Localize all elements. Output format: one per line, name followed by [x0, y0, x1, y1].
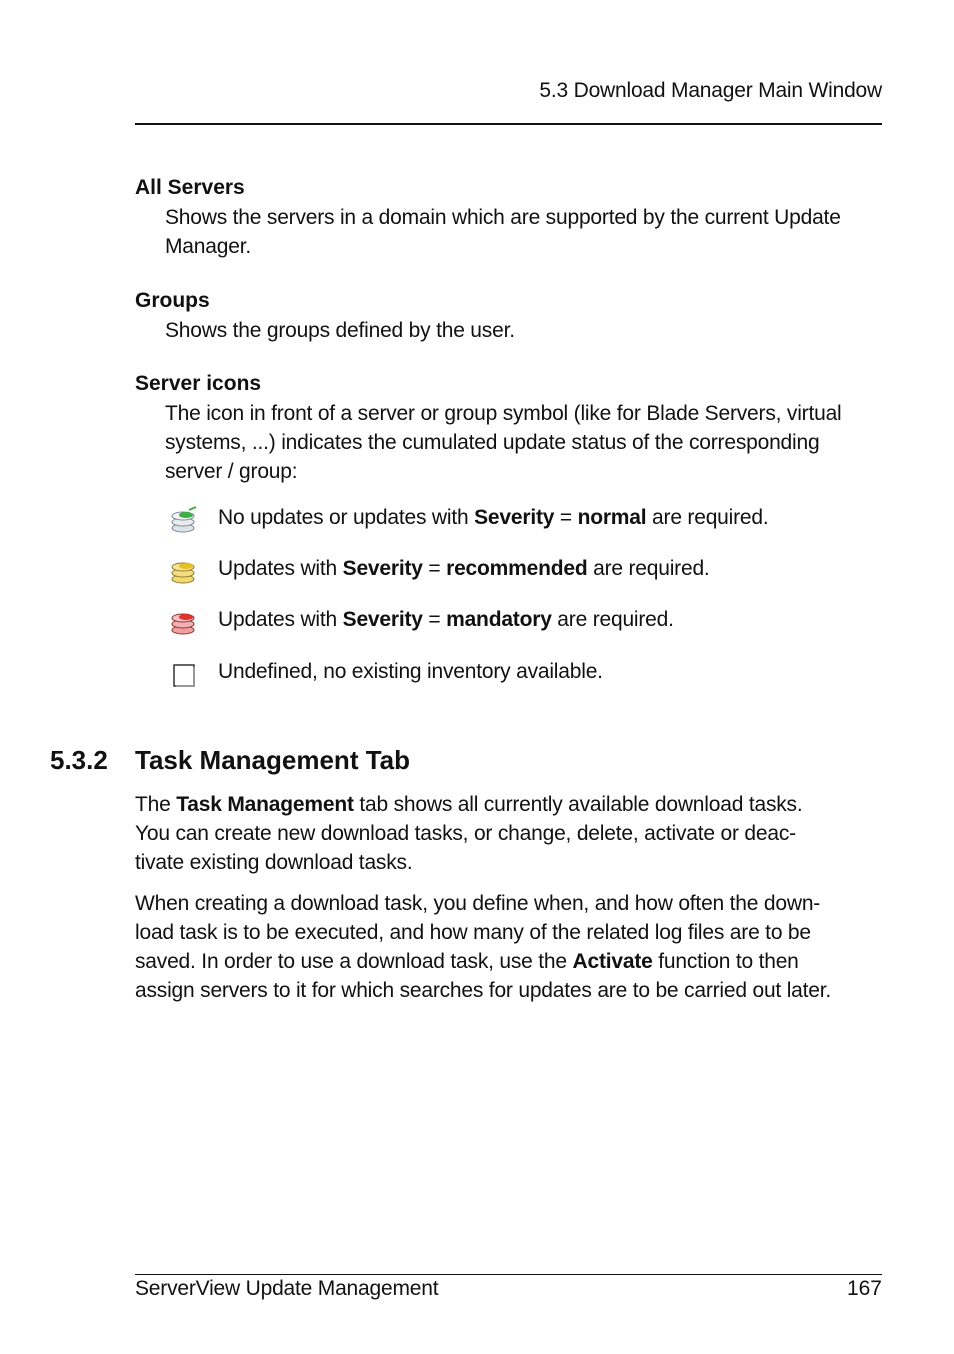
text-part: Updates with	[218, 608, 343, 631]
server-stack-red-icon	[170, 608, 198, 636]
text-part: No updates or updates with	[218, 506, 475, 529]
running-header: 5.3 Download Manager Main Window	[539, 79, 882, 102]
text-bold: Severity	[474, 506, 555, 529]
icon-row-text	[218, 557, 710, 581]
text-part: The	[135, 793, 177, 816]
paragraph-1	[135, 790, 885, 877]
header-rule	[135, 123, 882, 125]
icon-row-mandatory	[170, 608, 890, 638]
text-part: You can create new download tasks, or change, delete, activate or deac-	[135, 822, 796, 845]
desc-groups	[165, 316, 885, 345]
desc-line: server / group:	[165, 460, 298, 483]
desc-line: Manager.	[165, 235, 251, 258]
footer-rule	[135, 1274, 882, 1275]
text-part: Updates with	[218, 557, 343, 580]
term-server-icons: Server icons	[135, 372, 262, 395]
desc-line: Shows the groups defined by the user.	[165, 319, 515, 342]
icon-row-normal	[170, 506, 890, 536]
text-bold: Task Management	[176, 793, 354, 816]
text-part: tivate existing download tasks.	[135, 851, 413, 874]
text-part: assign servers to it for which searches for updates are to be carried out later.	[135, 979, 832, 1002]
icon-row-recommended	[170, 557, 890, 587]
server-stack-yellow-icon	[170, 557, 198, 585]
desc-server-icons	[165, 399, 885, 486]
text-bold: Activate	[572, 950, 653, 973]
text-part: =	[422, 557, 447, 580]
term-groups: Groups	[135, 289, 210, 312]
term-all-servers: All Servers	[135, 176, 245, 199]
text-bold: normal	[577, 506, 647, 529]
text-bold: mandatory	[446, 608, 552, 631]
text-part: function to then	[652, 950, 799, 973]
text-part: Undefined, no existing inventory available.	[218, 660, 603, 683]
section-number: 5.3.2	[50, 745, 108, 775]
text-part: are required.	[587, 557, 710, 580]
icon-row-undefined	[170, 660, 890, 690]
icon-row-text	[218, 506, 769, 530]
text-part: =	[554, 506, 578, 529]
page-number: 167	[846, 1277, 882, 1300]
desc-line: systems, ...) indicates the cumulated update status of the corresponding	[165, 431, 820, 454]
text-part: are required.	[646, 506, 769, 529]
text-part: load task is to be executed, and how many of the related log files are to be	[135, 921, 811, 944]
section-title: Task Management Tab	[135, 745, 410, 775]
server-stack-green-icon	[170, 506, 198, 534]
text-bold: Severity	[342, 557, 423, 580]
text-bold: Severity	[342, 608, 423, 631]
text-bold: recommended	[446, 557, 588, 580]
desc-line: Shows the servers in a domain which are supported by the current Update	[165, 206, 841, 229]
desc-line: The icon in front of a server or group symbol (like for Blade Servers, virtual	[165, 402, 842, 425]
paragraph-2	[135, 889, 885, 1005]
text-part: are required.	[551, 608, 674, 631]
text-part: When creating a download task, you define when, and how often the down-	[135, 892, 821, 915]
icon-row-text	[218, 608, 674, 632]
icon-row-text	[218, 660, 603, 684]
footer-product: ServerView Update Management	[135, 1277, 439, 1300]
text-part: =	[422, 608, 447, 631]
empty-square-icon	[170, 660, 198, 688]
text-part: tab shows all currently available download tasks.	[353, 793, 803, 816]
text-part: saved. In order to use a download task, use the	[135, 950, 573, 973]
desc-all-servers	[165, 203, 885, 261]
